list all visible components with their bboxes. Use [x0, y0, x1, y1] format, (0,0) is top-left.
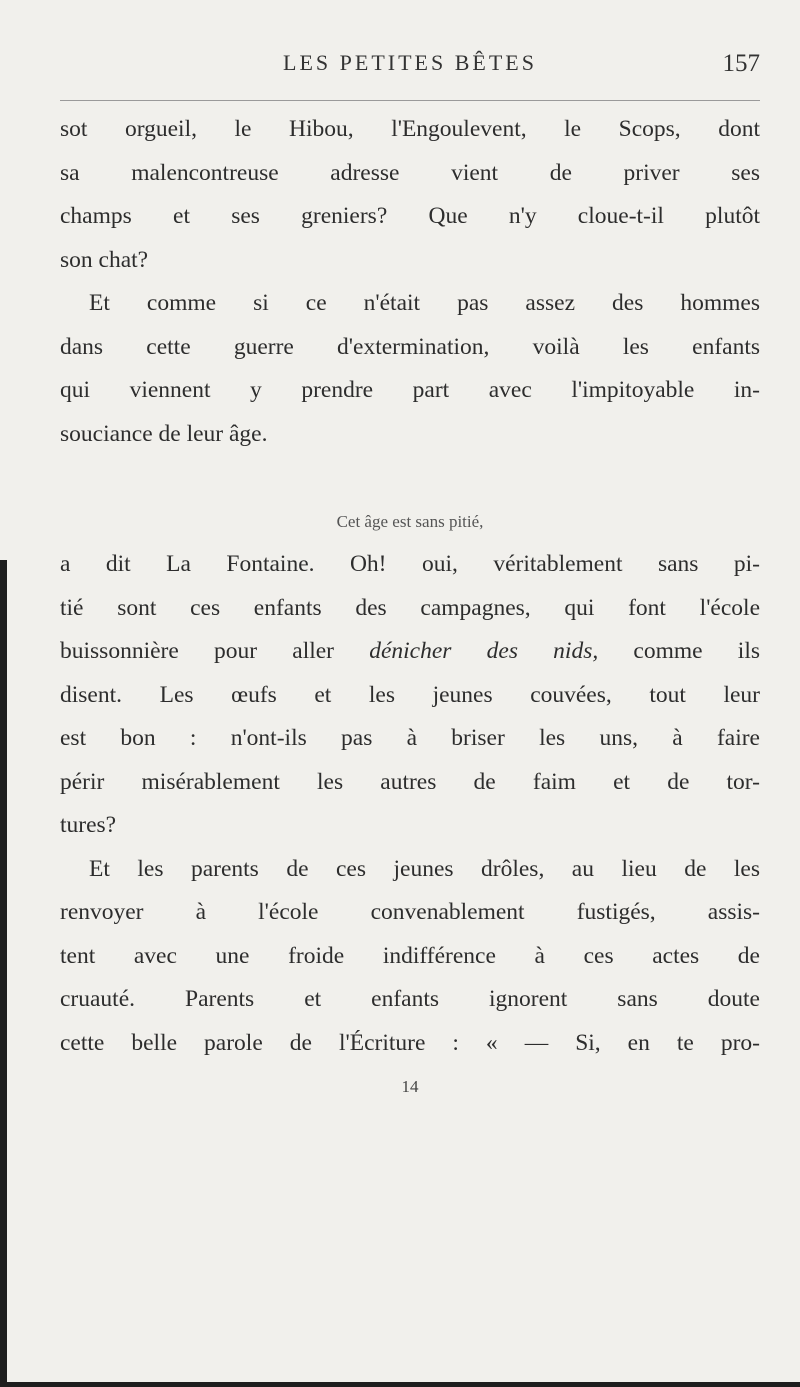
text-line: souciance de leur âge.: [60, 420, 268, 447]
text-line: dans cette guerre d'extermination, voilà les enfants: [60, 333, 760, 360]
text-line: cette belle parole de l'Écriture : « — Si, en te pro-: [60, 1029, 760, 1056]
text-line: périr misérablement les autres de faim et de tor-: [60, 768, 760, 795]
text-line: sa malencontreuse adresse vient de priver ses: [60, 159, 760, 186]
running-title: LES PETITES BÊTES: [283, 50, 537, 75]
text-line: disent. Les œufs et les jeunes couvées, tout leur: [60, 681, 760, 708]
text-segment: buissonnière pour aller: [60, 638, 370, 664]
header-rule: [60, 100, 760, 101]
page-number: 157: [722, 50, 760, 77]
page-header: [60, 50, 760, 90]
italic-phrase: dénicher des nids,: [369, 638, 599, 664]
text-segment: comme ils: [598, 638, 760, 664]
body-text: [60, 108, 760, 1109]
text-line: tures?: [60, 812, 117, 838]
text-line: renvoyer à l'école convenablement fustigés, assis-: [60, 899, 760, 925]
text-line: tent avec une froide indifférence à ces actes de: [60, 942, 760, 969]
text-line: est bon : n'ont-ils pas à briser les uns, à faire: [60, 725, 760, 751]
scan-edge-bottom: [0, 1382, 800, 1387]
text-line-with-italic: [60, 630, 760, 674]
paragraph-start: Et comme si ce n'était pas assez des hommes: [89, 290, 760, 316]
scan-edge-left: [0, 560, 7, 1387]
text-line: tié sont ces enfants des campagnes, qui font l'école: [60, 594, 760, 621]
text-line: a dit La Fontaine. Oh! oui, véritablement sans pi-: [60, 551, 760, 577]
text-line: qui viennent y prendre part avec l'impitoyable in-: [60, 377, 760, 403]
signature-mark: 14: [401, 1077, 419, 1096]
text-line: champs et ses greniers? Que n'y cloue-t-il plutôt: [60, 203, 760, 229]
text-line: sot orgueil, le Hibou, l'Engoulevent, le Scops, dont: [60, 116, 760, 142]
text-line: cruauté. Parents et enfants ignorent sans doute: [60, 986, 760, 1012]
verse-quote: Cet âge est sans pitié,: [336, 511, 484, 531]
text-line: son chat?: [60, 246, 149, 273]
paragraph-start: Et les parents de ces jeunes drôles, au lieu de les: [89, 855, 760, 882]
spacer: [60, 456, 760, 543]
